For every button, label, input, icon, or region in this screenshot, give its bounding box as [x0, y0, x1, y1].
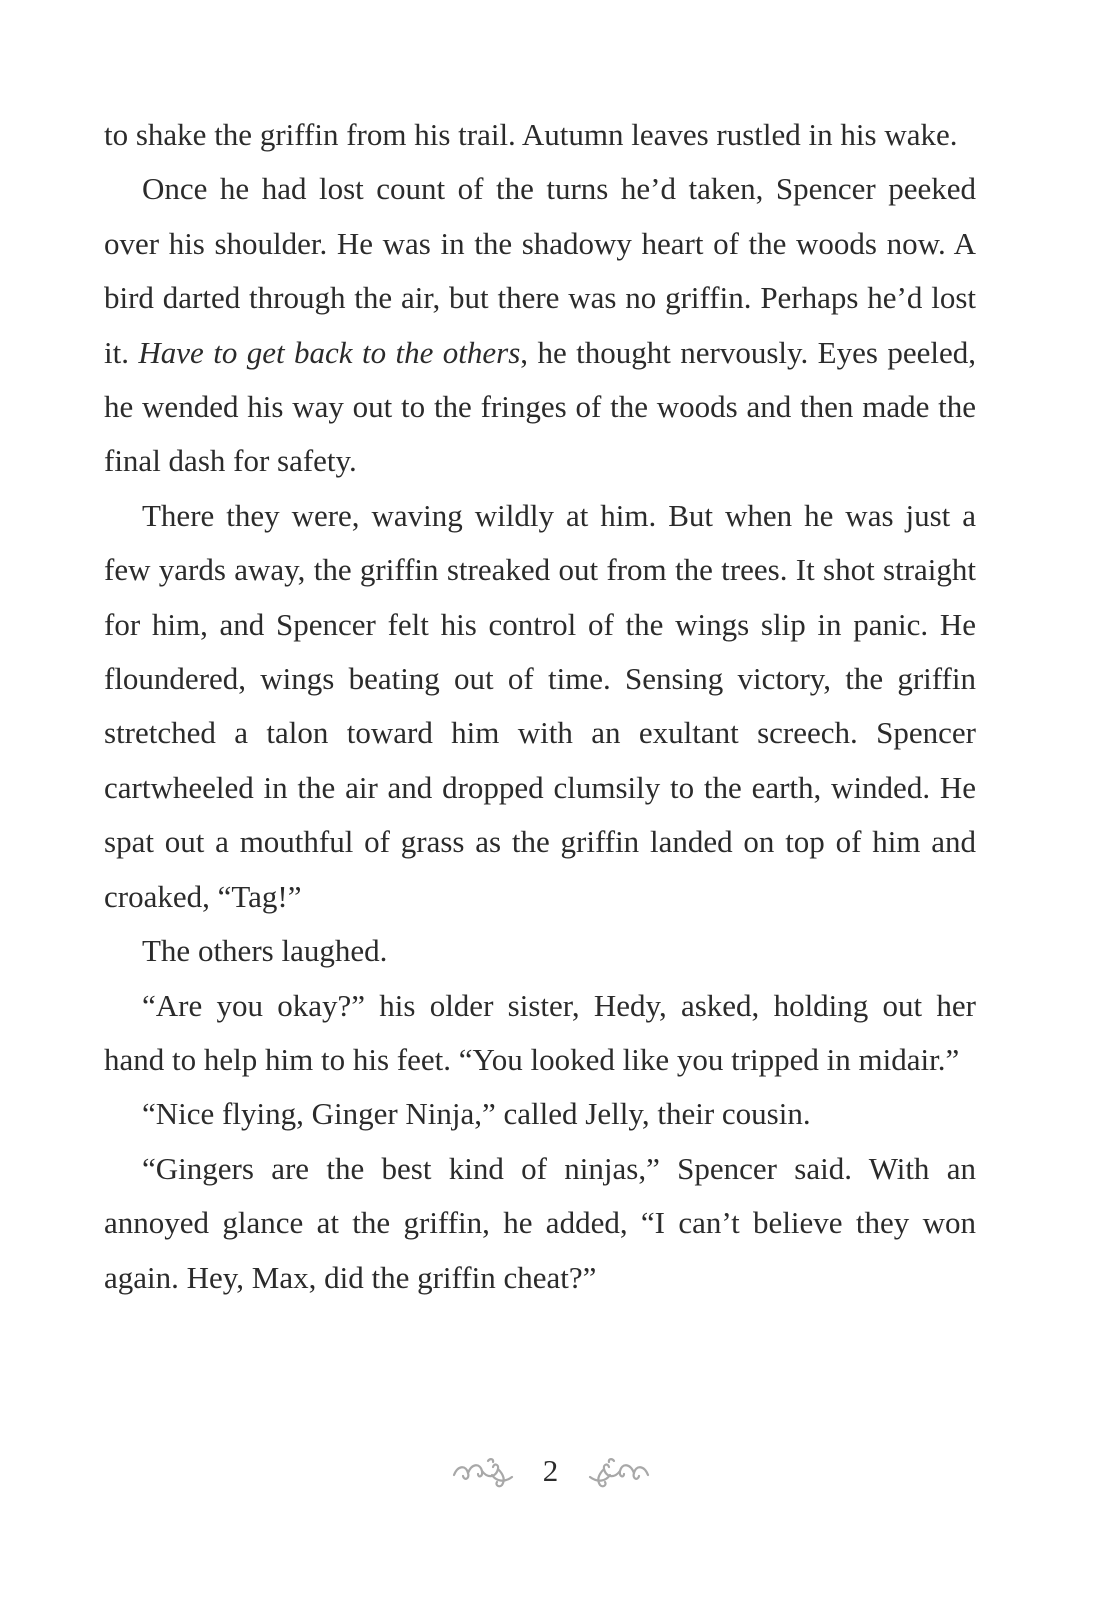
- paragraph: [104, 489, 976, 924]
- paragraph-text: “Are you okay?” his older sister, Hedy, asked, holding out her hand to help him to his feet. “You looked like you tripped in midair.”: [104, 987, 976, 1077]
- flourish-left-icon: [452, 1453, 516, 1489]
- page-number: 2: [542, 1453, 559, 1488]
- paragraph: [104, 162, 976, 488]
- paragraph-text: , he thought nervously. Eyes peeled, he wended his way out to the fringes of the woods and then made the final dash for safety.: [104, 334, 976, 479]
- page-footer: [0, 1436, 1101, 1506]
- paragraph-text: to shake the griffin from his trail. Autumn leaves rustled in his wake.: [104, 117, 958, 152]
- paragraph-text: Once he had lost count of the turns he’d taken, Spencer peeked over his shoulder. He was in the shadowy heart of the woods now. A bird darted through the air, but there was no griffin. Perhaps he’d lost it.: [104, 171, 976, 370]
- paragraph-text: There they were, waving wildly at him. But when he was just a few yards away, the griffin streaked out from the trees. It shot straight for him, and Spencer felt his control of the wings slip in panic. He floundered, wings beating out of time. Sensing victory, the griffin stretched a talon toward him with an exultant screech. Spencer cartwheeled in the air and dropped clumsily to the earth, winded. He spat out a mouthful of grass as the griffin landed on top of him and croaked, “Tag!”: [104, 497, 976, 914]
- paragraph: [104, 924, 976, 978]
- paragraph: [104, 1087, 976, 1141]
- paragraph: [104, 1142, 976, 1305]
- italic-text: Have to get back to the others: [138, 334, 521, 370]
- paragraph: [104, 108, 976, 162]
- paragraph-text: “Nice flying, Ginger Ninja,” called Jelly, their cousin.: [142, 1096, 811, 1132]
- body-text: [104, 108, 976, 1305]
- paragraph-text: The others laughed.: [142, 933, 388, 969]
- paragraph-text: “Gingers are the best kind of ninjas,” Spencer said. With an annoyed glance at the griffin, he added, “I can’t believe they won again. Hey, Max, did the griffin cheat?”: [104, 1150, 976, 1295]
- paragraph: [104, 979, 976, 1088]
- flourish-right-icon: [586, 1453, 650, 1489]
